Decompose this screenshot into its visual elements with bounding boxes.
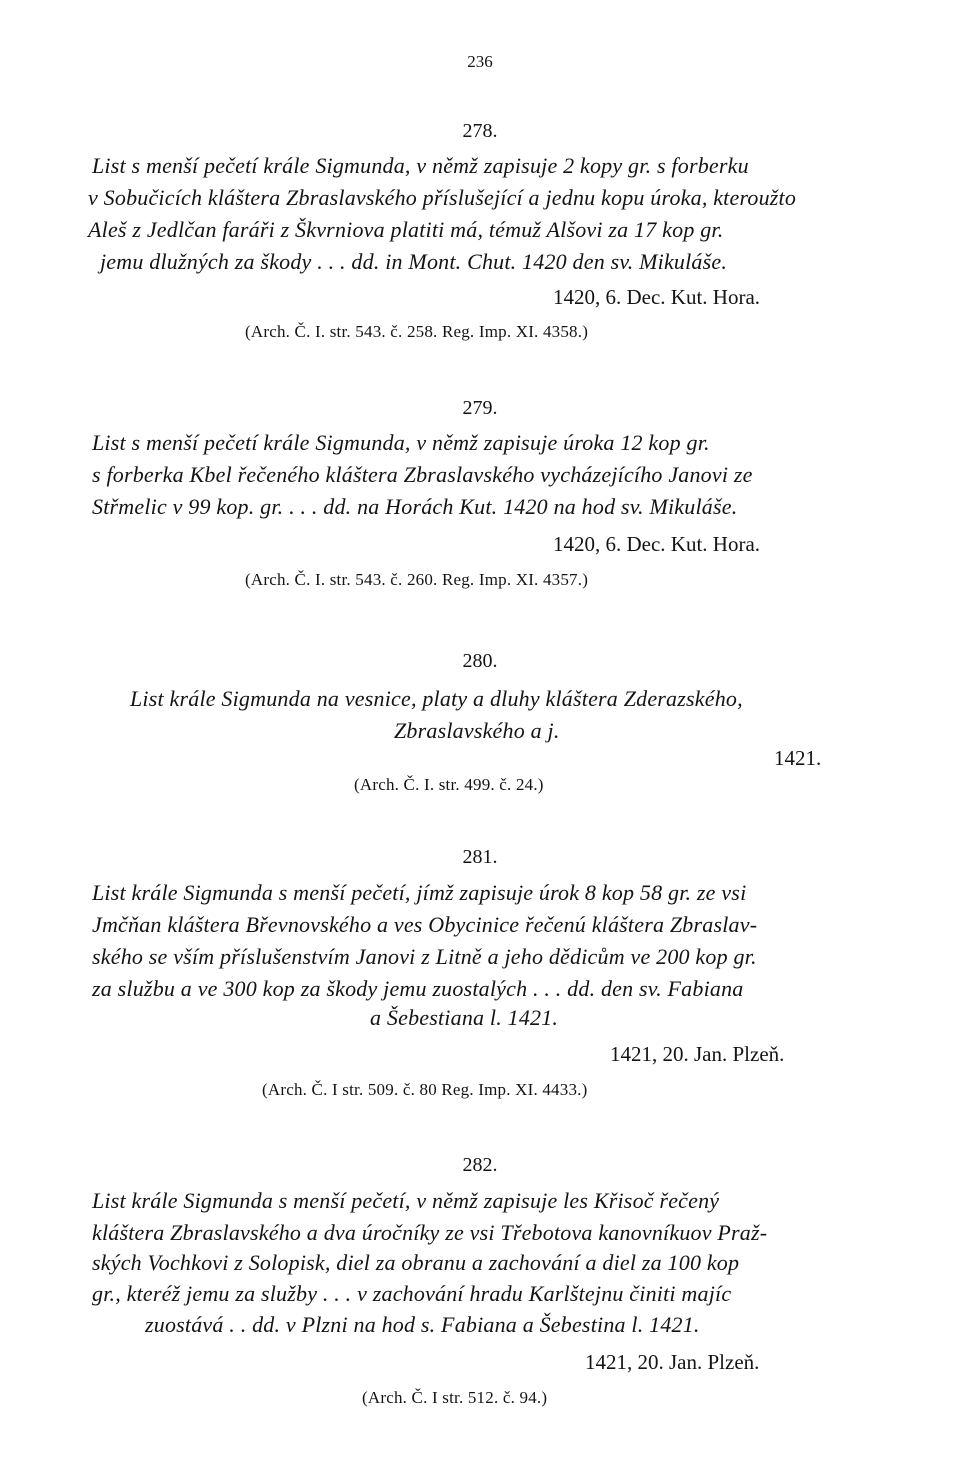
entry-text-line: zuostává . . dd. v Plzni na hod s. Fabiana a Šebestina l. 1421. bbox=[145, 1312, 700, 1337]
entry-text-line: ského se vším příslušenstvím Janovi z Litně a jeho dědicům ve 200 kop gr. bbox=[92, 944, 757, 969]
entry-text-line: a Šebestiana l. 1421. bbox=[370, 1005, 559, 1030]
entry-archive-reference: (Arch. Č. I str. 509. č. 80 Reg. Imp. XI. 4433.) bbox=[262, 1080, 588, 1099]
entry-text-line: Zbraslavského a j. bbox=[394, 718, 560, 743]
entry-number: 280. bbox=[462, 650, 498, 672]
entry-number: 282. bbox=[462, 1154, 498, 1176]
entry-date: 1420, 6. Dec. Kut. Hora. bbox=[553, 532, 761, 556]
entry-archive-reference: (Arch. Č. I str. 512. č. 94.) bbox=[362, 1388, 548, 1407]
entry-archive-reference: (Arch. Č. I. str. 543. č. 258. Reg. Imp. XI. 4358.) bbox=[245, 322, 589, 341]
entry-text-line: Aleš z Jedlčan faráři z Škvrniova platiti má, témuž Alšovi za 17 kop gr. bbox=[88, 217, 724, 242]
entry-text-line: Střmelic v 99 kop. gr. . . . dd. na Horách Kut. 1420 na hod sv. Mikuláše. bbox=[92, 494, 738, 519]
entry-date: 1421. bbox=[774, 746, 822, 770]
entry-text-line: List s menší pečetí krále Sigmunda, v němž zapisuje 2 kopy gr. s forberku bbox=[92, 153, 749, 178]
entry-text-line: kláštera Zbraslavského a dva úročníky ze vsi Třebotova kanovníkuov Praž- bbox=[92, 1220, 768, 1245]
page-number: 236 bbox=[467, 52, 493, 71]
entry-date: 1421, 20. Jan. Plzeň. bbox=[610, 1042, 785, 1066]
entry-text-line: List krále Sigmunda na vesnice, platy a dluhy kláštera Zderazského, bbox=[130, 686, 743, 711]
entry-text-line: Jmčňan kláštera Břevnovského a ves Obycinice řečenú kláštera Zbraslav- bbox=[92, 912, 758, 937]
entry-number: 281. bbox=[462, 846, 498, 868]
entry-date: 1420, 6. Dec. Kut. Hora. bbox=[553, 285, 761, 309]
entry-text-line: v Sobučicích kláštera Zbraslavského příslušející a jednu kopu úroka, kteroužto bbox=[88, 185, 797, 210]
entry-number: 278. bbox=[462, 120, 498, 142]
entry-text-line: gr., kteréž jemu za služby . . . v zachování hradu Karlštejnu činiti majíc bbox=[92, 1281, 732, 1306]
entry-archive-reference: (Arch. Č. I. str. 543. č. 260. Reg. Imp. XI. 4357.) bbox=[245, 570, 589, 589]
entry-text-line: ských Vochkovi z Solopisk, diel za obranu a zachování a diel za 100 kop bbox=[92, 1250, 740, 1275]
entry-text-line: List krále Sigmunda s menší pečetí, v němž zapisuje les Křisoč řečený bbox=[92, 1188, 720, 1213]
entry-text-line: jemu dlužných za škody . . . dd. in Mont. Chut. 1420 den sv. Mikuláše. bbox=[100, 249, 728, 274]
entry-text-line: s forberka Kbel řečeného kláštera Zbraslavského vycházejícího Janovi ze bbox=[92, 462, 753, 487]
entry-text-line: List krále Sigmunda s menší pečetí, jímž zapisuje úrok 8 kop 58 gr. ze vsi bbox=[92, 880, 747, 905]
entry-archive-reference: (Arch. Č. I. str. 499. č. 24.) bbox=[354, 775, 544, 794]
entry-text-line: za službu a ve 300 kop za škody jemu zuostalých . . . dd. den sv. Fabiana bbox=[92, 976, 744, 1001]
entry-date: 1421, 20. Jan. Plzeň. bbox=[585, 1350, 760, 1374]
entry-text-line: List s menší pečetí krále Sigmunda, v němž zapisuje úroka 12 kop gr. bbox=[92, 430, 710, 455]
entry-number: 279. bbox=[462, 397, 498, 419]
